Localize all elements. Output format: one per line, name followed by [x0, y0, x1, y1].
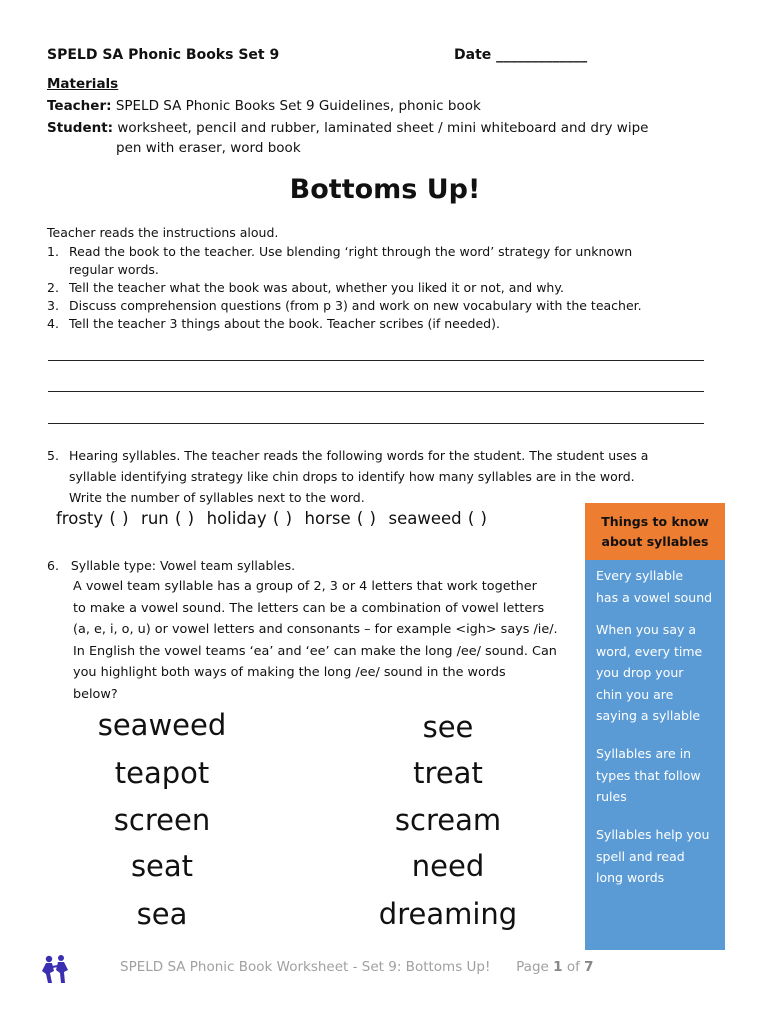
step-number: 3. — [47, 298, 59, 313]
page-word: Page — [516, 959, 549, 975]
fact-line: Syllables are in — [596, 746, 692, 761]
date-blank: _____________ — [496, 47, 588, 63]
page-of: of — [566, 959, 580, 975]
sidebar-fact — [585, 619, 710, 727]
step-6-body — [73, 576, 573, 705]
student-text-2: pen with eraser, word book — [116, 140, 301, 156]
sidebar-fact — [585, 743, 709, 808]
step-text-cont: regular words. — [69, 262, 159, 277]
page-total: 7 — [584, 959, 594, 975]
step-6-line: In English the vowel teams ‘ea’ and ‘ee’ can make the long /ee/ sound. Can — [73, 643, 557, 659]
step-6-title: Syllable type: Vowel team syllables. — [70, 558, 296, 573]
fact-line: saying a syllable — [596, 708, 701, 723]
page-indicator — [516, 959, 593, 975]
word-left[interactable]: screen — [113, 803, 211, 837]
word-left[interactable]: seat — [130, 849, 194, 883]
sidebar-fact — [585, 565, 720, 608]
fact-line: spell and read — [596, 848, 685, 864]
word-left[interactable]: seaweed — [97, 708, 227, 742]
sidebar-facts — [585, 560, 725, 950]
fact-line: chin you are — [596, 686, 674, 702]
step-item — [47, 445, 707, 508]
fact-line: long words — [596, 870, 665, 885]
step-text: Write the number of syllables next to the word. — [69, 490, 365, 505]
step-text: syllable identifying strategy like chin drops to identify how many syllables are in the word. — [69, 469, 635, 484]
step-number: 4. — [47, 316, 59, 331]
materials-teacher — [47, 98, 481, 114]
page-number: 1 — [553, 959, 563, 975]
step-number: 5. — [47, 448, 59, 463]
syllable-word[interactable]: horse ( ) — [304, 509, 376, 528]
step-text: Tell the teacher 3 things about the book. Teacher scribes (if needed). — [69, 316, 500, 331]
word-left[interactable]: teapot — [114, 756, 210, 790]
doc-header-title: SPELD SA Phonic Books Set 9 — [47, 47, 280, 63]
step-item — [47, 297, 707, 315]
sidebar-heading-line: Things to know — [601, 513, 709, 529]
step-6-line: below? — [73, 686, 118, 702]
word-right[interactable]: need — [411, 849, 485, 883]
fact-line: rules — [596, 789, 627, 804]
step-6-line: to make a vowel sound. The letters can be a combination of vowel letters — [73, 600, 545, 616]
step-item — [47, 279, 707, 297]
student-text-1: worksheet, pencil and rubber, laminated sheet / mini whiteboard and dry wipe — [117, 120, 649, 136]
writing-line[interactable] — [48, 391, 704, 392]
teacher-text: SPELD SA Phonic Books Set 9 Guidelines, phonic book — [115, 98, 481, 114]
word-right[interactable]: treat — [413, 756, 483, 790]
fact-line: Every syllable — [596, 568, 684, 583]
step-5 — [47, 445, 707, 508]
word-right[interactable]: dreaming — [378, 897, 518, 931]
materials-student — [47, 120, 648, 136]
syllable-word[interactable]: holiday ( ) — [206, 509, 293, 528]
step-item — [47, 243, 707, 279]
fact-line: Syllables help you — [596, 827, 710, 842]
step-number: 2. — [47, 280, 59, 295]
fact-line: types that follow — [596, 767, 701, 783]
syllable-words-row — [56, 509, 487, 528]
speld-logo-icon — [40, 953, 70, 987]
intro-text: Teacher reads the instructions aloud. — [47, 225, 279, 240]
teacher-label: Teacher: — [47, 98, 112, 114]
syllable-word[interactable]: frosty ( ) — [56, 509, 129, 528]
step-number: 6. — [47, 558, 59, 573]
sidebar-fact — [585, 824, 717, 889]
sidebar-heading-line: about syllables — [601, 533, 709, 549]
page-title: Bottoms Up! — [289, 174, 481, 205]
step-6-line: you highlight both ways of making the long /ee/ sound in the words — [73, 665, 506, 680]
fact-line: you drop your — [596, 665, 684, 680]
writing-line[interactable] — [48, 360, 704, 361]
step-item — [47, 315, 707, 333]
step-6-line: A vowel team syllable has a group of 2, 3 or 4 letters that work together — [73, 579, 537, 594]
word-right[interactable]: see — [422, 710, 474, 744]
footer-text: SPELD SA Phonic Book Worksheet - Set 9: Bottoms Up! — [120, 959, 491, 975]
word-left[interactable]: sea — [136, 897, 188, 931]
date-field — [454, 47, 587, 63]
step-text: Discuss comprehension questions (from p 3) and work on new vocabulary with the teacher. — [69, 298, 642, 313]
page-footer — [120, 959, 594, 975]
syllable-word[interactable]: run ( ) — [141, 509, 195, 528]
fact-line: When you say a — [596, 622, 697, 637]
student-label: Student: — [47, 120, 114, 136]
fact-line: word, every time — [596, 643, 703, 659]
step-number: 1. — [47, 244, 59, 259]
step-6-line: (a, e, i, o, u) or vowel letters and consonants – for example <igh> says /ie/. — [73, 622, 558, 637]
step-text: Read the book to the teacher. Use blending ‘right through the word’ strategy for unknown — [69, 244, 633, 259]
step-text: Hearing syllables. The teacher reads the following words for the student. The student uses a — [69, 448, 649, 463]
step-text: Tell the teacher what the book was about, whether you liked it or not, and why. — [69, 280, 564, 295]
steps-list — [47, 243, 707, 333]
word-right[interactable]: scream — [394, 803, 502, 837]
writing-line[interactable] — [48, 423, 704, 424]
materials-heading: Materials — [47, 76, 119, 92]
syllable-word[interactable]: seaweed ( ) — [388, 509, 487, 528]
date-label: Date — [454, 47, 492, 63]
step-6-heading — [47, 557, 295, 575]
sidebar-heading — [585, 503, 725, 560]
fact-line: has a vowel sound — [596, 589, 713, 605]
